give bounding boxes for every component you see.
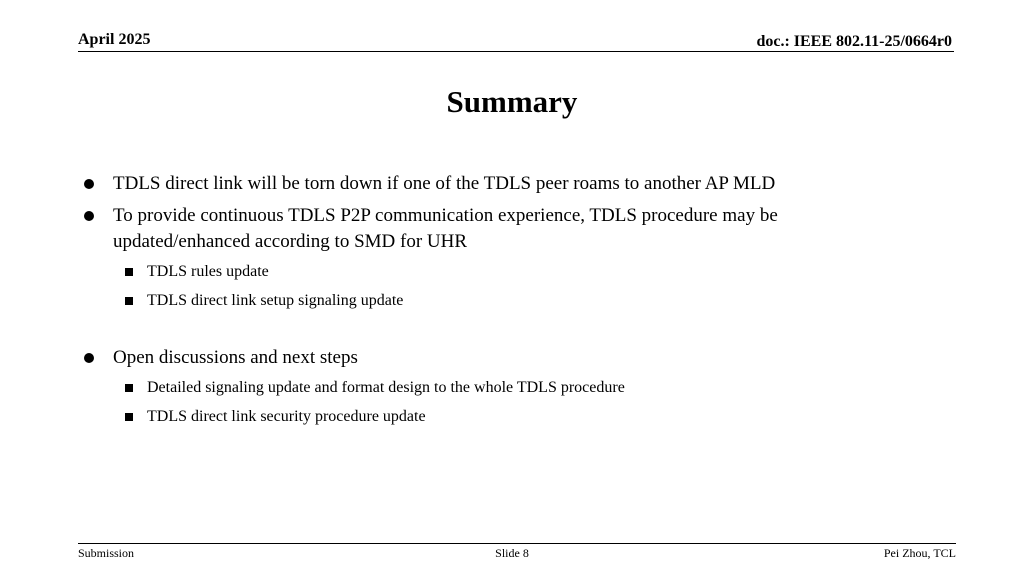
bullet-dot-icon xyxy=(84,353,94,363)
bullet-text: To provide continuous TDLS P2P communication experience, TDLS procedure may be updated/enhanced according to SMD for UHR xyxy=(113,205,778,252)
header-doc-id: doc.: IEEE 802.11-25/0664r0 xyxy=(756,33,952,50)
bullet-text: Open discussions and next steps xyxy=(113,347,358,368)
slide-title: Summary xyxy=(446,84,578,119)
bullet-text: TDLS direct link will be torn down if one of the TDLS peer roams to another AP MLD xyxy=(113,173,776,194)
header-date: April 2025 xyxy=(78,31,151,48)
slide-body xyxy=(84,171,904,435)
sub-bullet-text: Detailed signaling update and format design to the whole TDLS procedure xyxy=(147,379,625,396)
bullet-item xyxy=(84,171,904,197)
square-bullet-icon xyxy=(125,384,133,392)
footer-author: Pei Zhou, TCL xyxy=(883,546,956,560)
spacer xyxy=(84,319,904,345)
footer-submission: Submission xyxy=(78,546,135,560)
sub-bullet-item xyxy=(84,290,904,312)
footer-slide-number: Slide 8 xyxy=(495,546,529,560)
footer-divider xyxy=(78,543,956,544)
bullet-dot-icon xyxy=(84,211,94,221)
sub-bullet-text: TDLS rules update xyxy=(147,263,269,280)
bullet-item xyxy=(84,203,904,255)
sub-bullet-item xyxy=(84,406,904,428)
square-bullet-icon xyxy=(125,413,133,421)
sub-bullet-text: TDLS direct link setup signaling update xyxy=(147,292,404,309)
sub-bullet-text: TDLS direct link security procedure update xyxy=(147,408,426,425)
bullet-dot-icon xyxy=(84,179,94,189)
header-divider xyxy=(78,51,954,52)
sub-bullet-item xyxy=(84,377,904,399)
sub-bullet-item xyxy=(84,261,904,283)
square-bullet-icon xyxy=(125,297,133,305)
square-bullet-icon xyxy=(125,268,133,276)
bullet-item xyxy=(84,345,904,371)
